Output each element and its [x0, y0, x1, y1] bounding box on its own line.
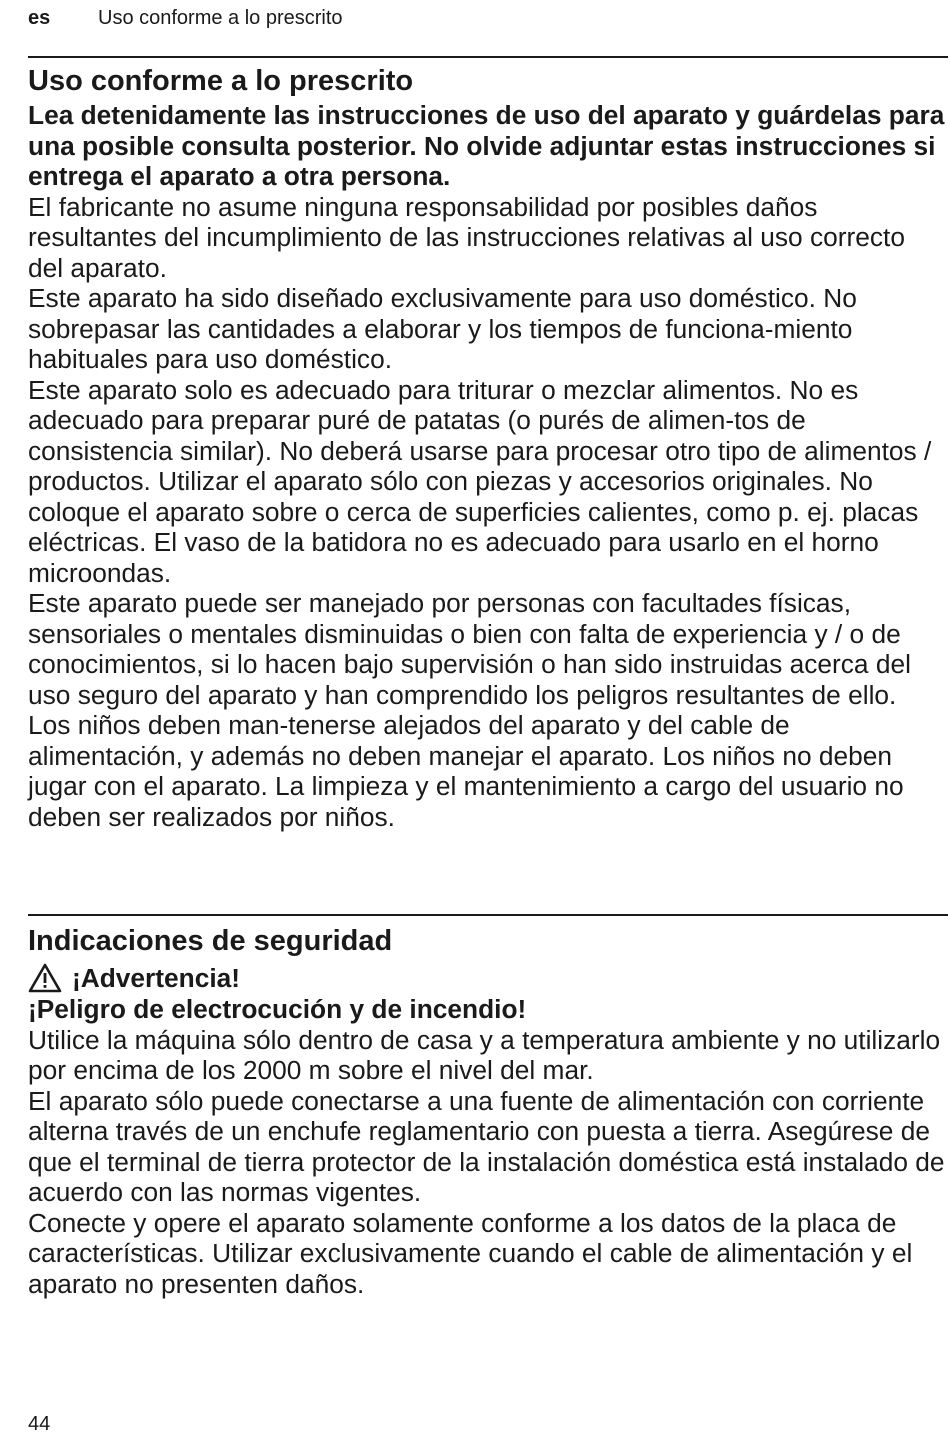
page-number: 44 — [28, 1413, 51, 1435]
section-divider — [28, 914, 948, 916]
warning-title: ¡Advertencia! — [72, 962, 241, 993]
header-divider — [28, 56, 948, 58]
section-heading: Indicaciones de seguridad — [28, 925, 393, 957]
body-paragraph: El aparato sólo puede conectarse a una fuente de alimentación con corriente alterna través de un enchufe reglamentario con puesta a tierra. Asegúrese de que el terminal de tierra protector de la instalación doméstica está instalado de acuerdo con las normas vigentes. — [28, 1085, 945, 1207]
body-paragraph: Este aparato puede ser manejado por personas con facultades físicas, sensoriales o mentales disminuidas o bien con falta de experiencia y / o de conocimientos, si lo hacen bajo supervisión o han sido instruidas acerca del uso seguro del aparato y han comprendido los peligros resultantes de ello. Los niños deben man-tenerse alejados del aparato y del cable de alimentación, y además no deben manejar el aparato. Los niños no deben jugar con el aparato. La limpieza y el mantenimiento a cargo del usuario no deben ser realizados por niños. — [28, 588, 911, 832]
page-header — [28, 6, 948, 30]
warning-triangle-icon — [28, 963, 62, 993]
body-paragraph: Este aparato solo es adecuado para triturar o mezclar alimentos. No es adecuado para preparar puré de patatas (o purés de alimen-tos de consistencia similar). No deberá usarse para procesar otro tipo de alimentos / productos. Utilizar el aparato sólo con piezas y accesorios originales. No coloque el aparato sobre o cerca de superficies calientes, como p. ej. placas eléctricas. El vaso de la batidora no es adecuado para usarlo en el horno microondas. — [28, 374, 932, 588]
running-header-title: Uso conforme a lo prescrito — [98, 7, 343, 29]
section-intended-use — [28, 62, 946, 832]
body-paragraph: Este aparato ha sido diseñado exclusivamente para uso doméstico. No sobrepasar las cantidades a elaborar y los tiempos de funciona-miento habituales para uso doméstico. — [28, 283, 857, 374]
body-paragraph: El fabricante no asume ninguna responsabilidad por posibles daños resultantes del incumplimiento de las instrucciones relativas al uso correcto del aparato. — [28, 191, 905, 283]
danger-title: ¡Peligro de electrocución y de incendio! — [28, 994, 527, 1024]
section-heading: Uso conforme a lo prescrito — [28, 65, 414, 97]
body-paragraph: Conecte y opere el aparato solamente conforme a los datos de la placa de características. Utilizar exclusivamente cuando el cable de alimentación y el aparato no presenten daños. — [28, 1207, 913, 1299]
warning-line — [28, 962, 946, 994]
body-paragraph: Utilice la máquina sólo dentro de casa y a temperatura ambiente y no utilizarlo por encima de los 2000 m sobre el nivel del mar. — [28, 1024, 941, 1085]
lead-paragraph: Lea detenidamente las instrucciones de uso del aparato y guárdelas para una posible consulta posterior. No olvide adjuntar estas instrucciones si entrega el aparato a otra persona. — [28, 100, 945, 191]
section-safety — [28, 922, 946, 1299]
language-code: es — [28, 7, 51, 29]
